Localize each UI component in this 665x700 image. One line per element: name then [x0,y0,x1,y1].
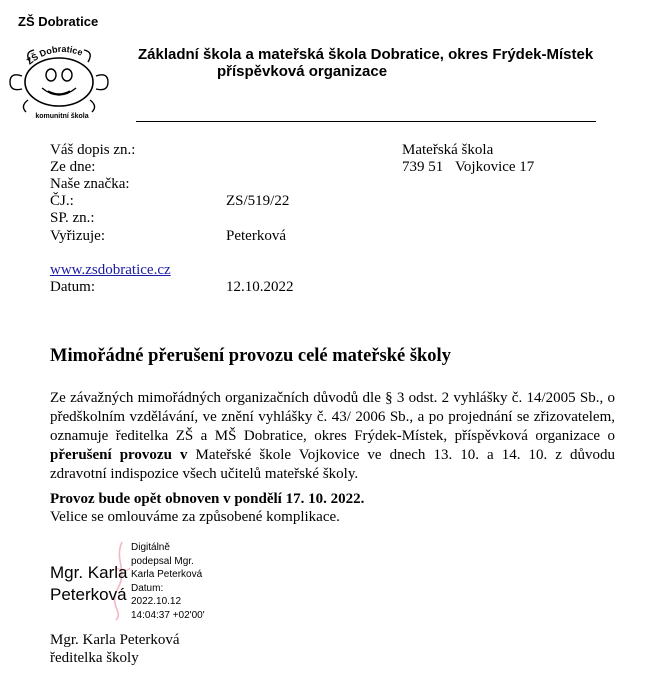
signature-detail-line: 14:04:37 +02'00' [131,609,205,621]
signature-detail-line: 2022.10.12 [131,596,182,608]
label-our-ref: Naše značka: [50,176,130,192]
logo-arc-text: ZŠ Dobratice [24,43,85,67]
school-logo-title: ZŠ Dobratice [18,14,99,29]
body-text-bold: přerušení provozu v [50,447,188,463]
body-text-start: Ze závažných mimořádných organizačních důvodů dle § 3 odst. 2 vyhlášky č. 14/2005 Sb., o předškolním vzdělávání, ve znění vyhlášky č. 43/ 2006 Sb., a po projednání se zřizovatelem, oznamuje ředitelka ZŠ a MŠ Dobratice, okres Frýdek-Místek, příspěvková organizace o [50,390,615,444]
website-link[interactable]: www.zsdobratice.cz [50,262,171,278]
value-cj: ZS/519/22 [226,193,290,209]
value-date: 12.10.2022 [226,279,294,295]
logo-bottom-text: komunitní škola [35,113,89,120]
label-date: Datum: [50,279,95,295]
signer-name: Mgr. Karla Peterková [50,632,180,648]
signature-detail-line: Digitálně [131,542,170,553]
body-text-end: Mateřské škole Vojkovice ve dnech 13. 10. a 14. 10. z důvodu zdravotní indispozice všech učitelů mateřské školy. [50,447,616,482]
label-cj: ČJ.: [50,193,74,209]
organization-type-heading: příspěvková organizace [217,63,388,80]
reopening-notice: Provoz bude opět obnoven v pondělí 17. 10. 2022. [50,491,365,507]
label-your-letter: Váš dopis zn.: [50,142,136,158]
label-date-from: Ze dne: [50,159,96,175]
apology-text: Velice se omlouváme za způsobené komplikace. [50,509,340,525]
recipient-zip: 739 51 [402,159,444,175]
svg-text:ZŠ Dobratice [25,44,84,67]
signature-details [131,541,205,623]
header-divider [136,121,596,122]
label-handler: Vyřizuje: [50,228,105,244]
recipient-name: Mateřská škola [402,142,494,158]
document-title: Mimořádné přerušení provozu celé mateřské školy [50,346,451,366]
label-sp: SP. zn.: [50,210,95,226]
school-name-heading: Základní škola a mateřská škola Dobratice, okres Frýdek-Místek [138,46,594,63]
signature-detail-line: Datum: [131,582,164,594]
signature-name-line2: Peterková [50,585,127,604]
signature-detail-line: Karla Peterková [131,569,203,581]
signer-role: ředitelka školy [50,650,139,666]
school-logo [4,40,116,120]
document-body [50,389,615,484]
signature-detail-line: podepsal Mgr. [131,555,194,567]
signature-name-line1: Mgr. Karla [50,563,128,582]
value-handler: Peterková [226,228,286,244]
recipient-city: Vojkovice 17 [455,159,535,175]
sun-face-icon [10,50,108,112]
